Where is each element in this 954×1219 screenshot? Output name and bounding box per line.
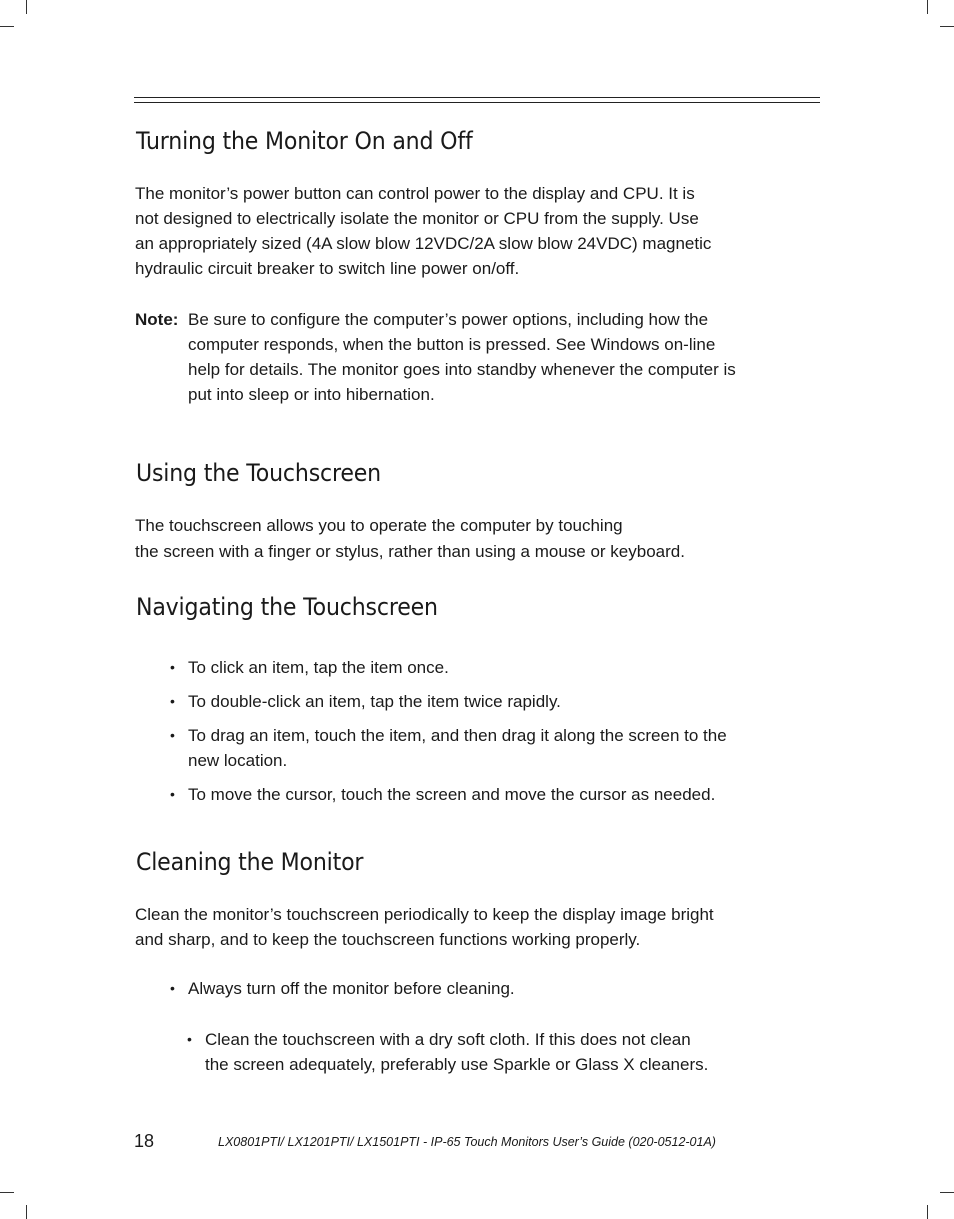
crop-mark <box>0 26 14 27</box>
footer-title: LX0801PTI/ LX1201PTI/ LX1501PTI - IP-65 Touch Monitors User’s Guide (020-0512-01A) <box>218 1135 716 1149</box>
heading-cleaning: Cleaning the Monitor <box>136 848 364 876</box>
crop-mark <box>927 1205 928 1219</box>
power-paragraph: The monitor’s power button can control power to the display and CPU. It is not designed to electrically isolate the monitor or CPU from the supply. Use an appropriately sized (4A slow blow 12VDC/2A slow blow 24VDC) magnetic hydraulic circuit breaker to switch line power on/off. <box>135 184 712 278</box>
header-rule-bottom <box>134 102 820 103</box>
list-item: • To move the cursor, touch the screen and move the cursor as needed. <box>170 785 716 804</box>
list-item: • To click an item, tap the item once. <box>170 658 449 677</box>
page-number: 18 <box>134 1131 155 1151</box>
cleaning-paragraph: Clean the monitor’s touchscreen periodically to keep the display image bright and sharp, and to keep the touchscreen functions working properly. <box>135 905 714 949</box>
heading-navigating: Navigating the Touchscreen <box>136 593 438 621</box>
note-text: Be sure to configure the computer’s power options, including how the computer responds, when the button is pressed. See Windows on-line help for details. The monitor goes into standby whenever the computer is put into sleep or into hibernation. <box>188 310 736 404</box>
list-item: • Always turn off the monitor before cleaning. <box>170 979 515 998</box>
heading-touchscreen: Using the Touchscreen <box>136 459 381 487</box>
heading-power: Turning the Monitor On and Off <box>136 127 473 155</box>
crop-mark <box>0 1192 14 1193</box>
list-item: • To drag an item, touch the item, and then drag it along the screen to the new location. <box>170 726 727 770</box>
touchscreen-paragraph: The touchscreen allows you to operate the computer by touching the screen with a finger or stylus, rather than using a mouse or keyboard. <box>135 516 685 561</box>
header-rule-top <box>134 97 820 98</box>
crop-mark <box>927 0 928 14</box>
list-item: • Clean the touchscreen with a dry soft cloth. If this does not clean the screen adequately, preferably use Sparkle or Glass X cleaners. <box>187 1030 709 1074</box>
list-item: • To double-click an item, tap the item twice rapidly. <box>170 692 561 711</box>
crop-mark <box>940 1192 954 1193</box>
crop-mark <box>940 26 954 27</box>
crop-mark <box>26 0 27 14</box>
crop-mark <box>26 1205 27 1219</box>
note-label: Note: <box>135 310 179 329</box>
